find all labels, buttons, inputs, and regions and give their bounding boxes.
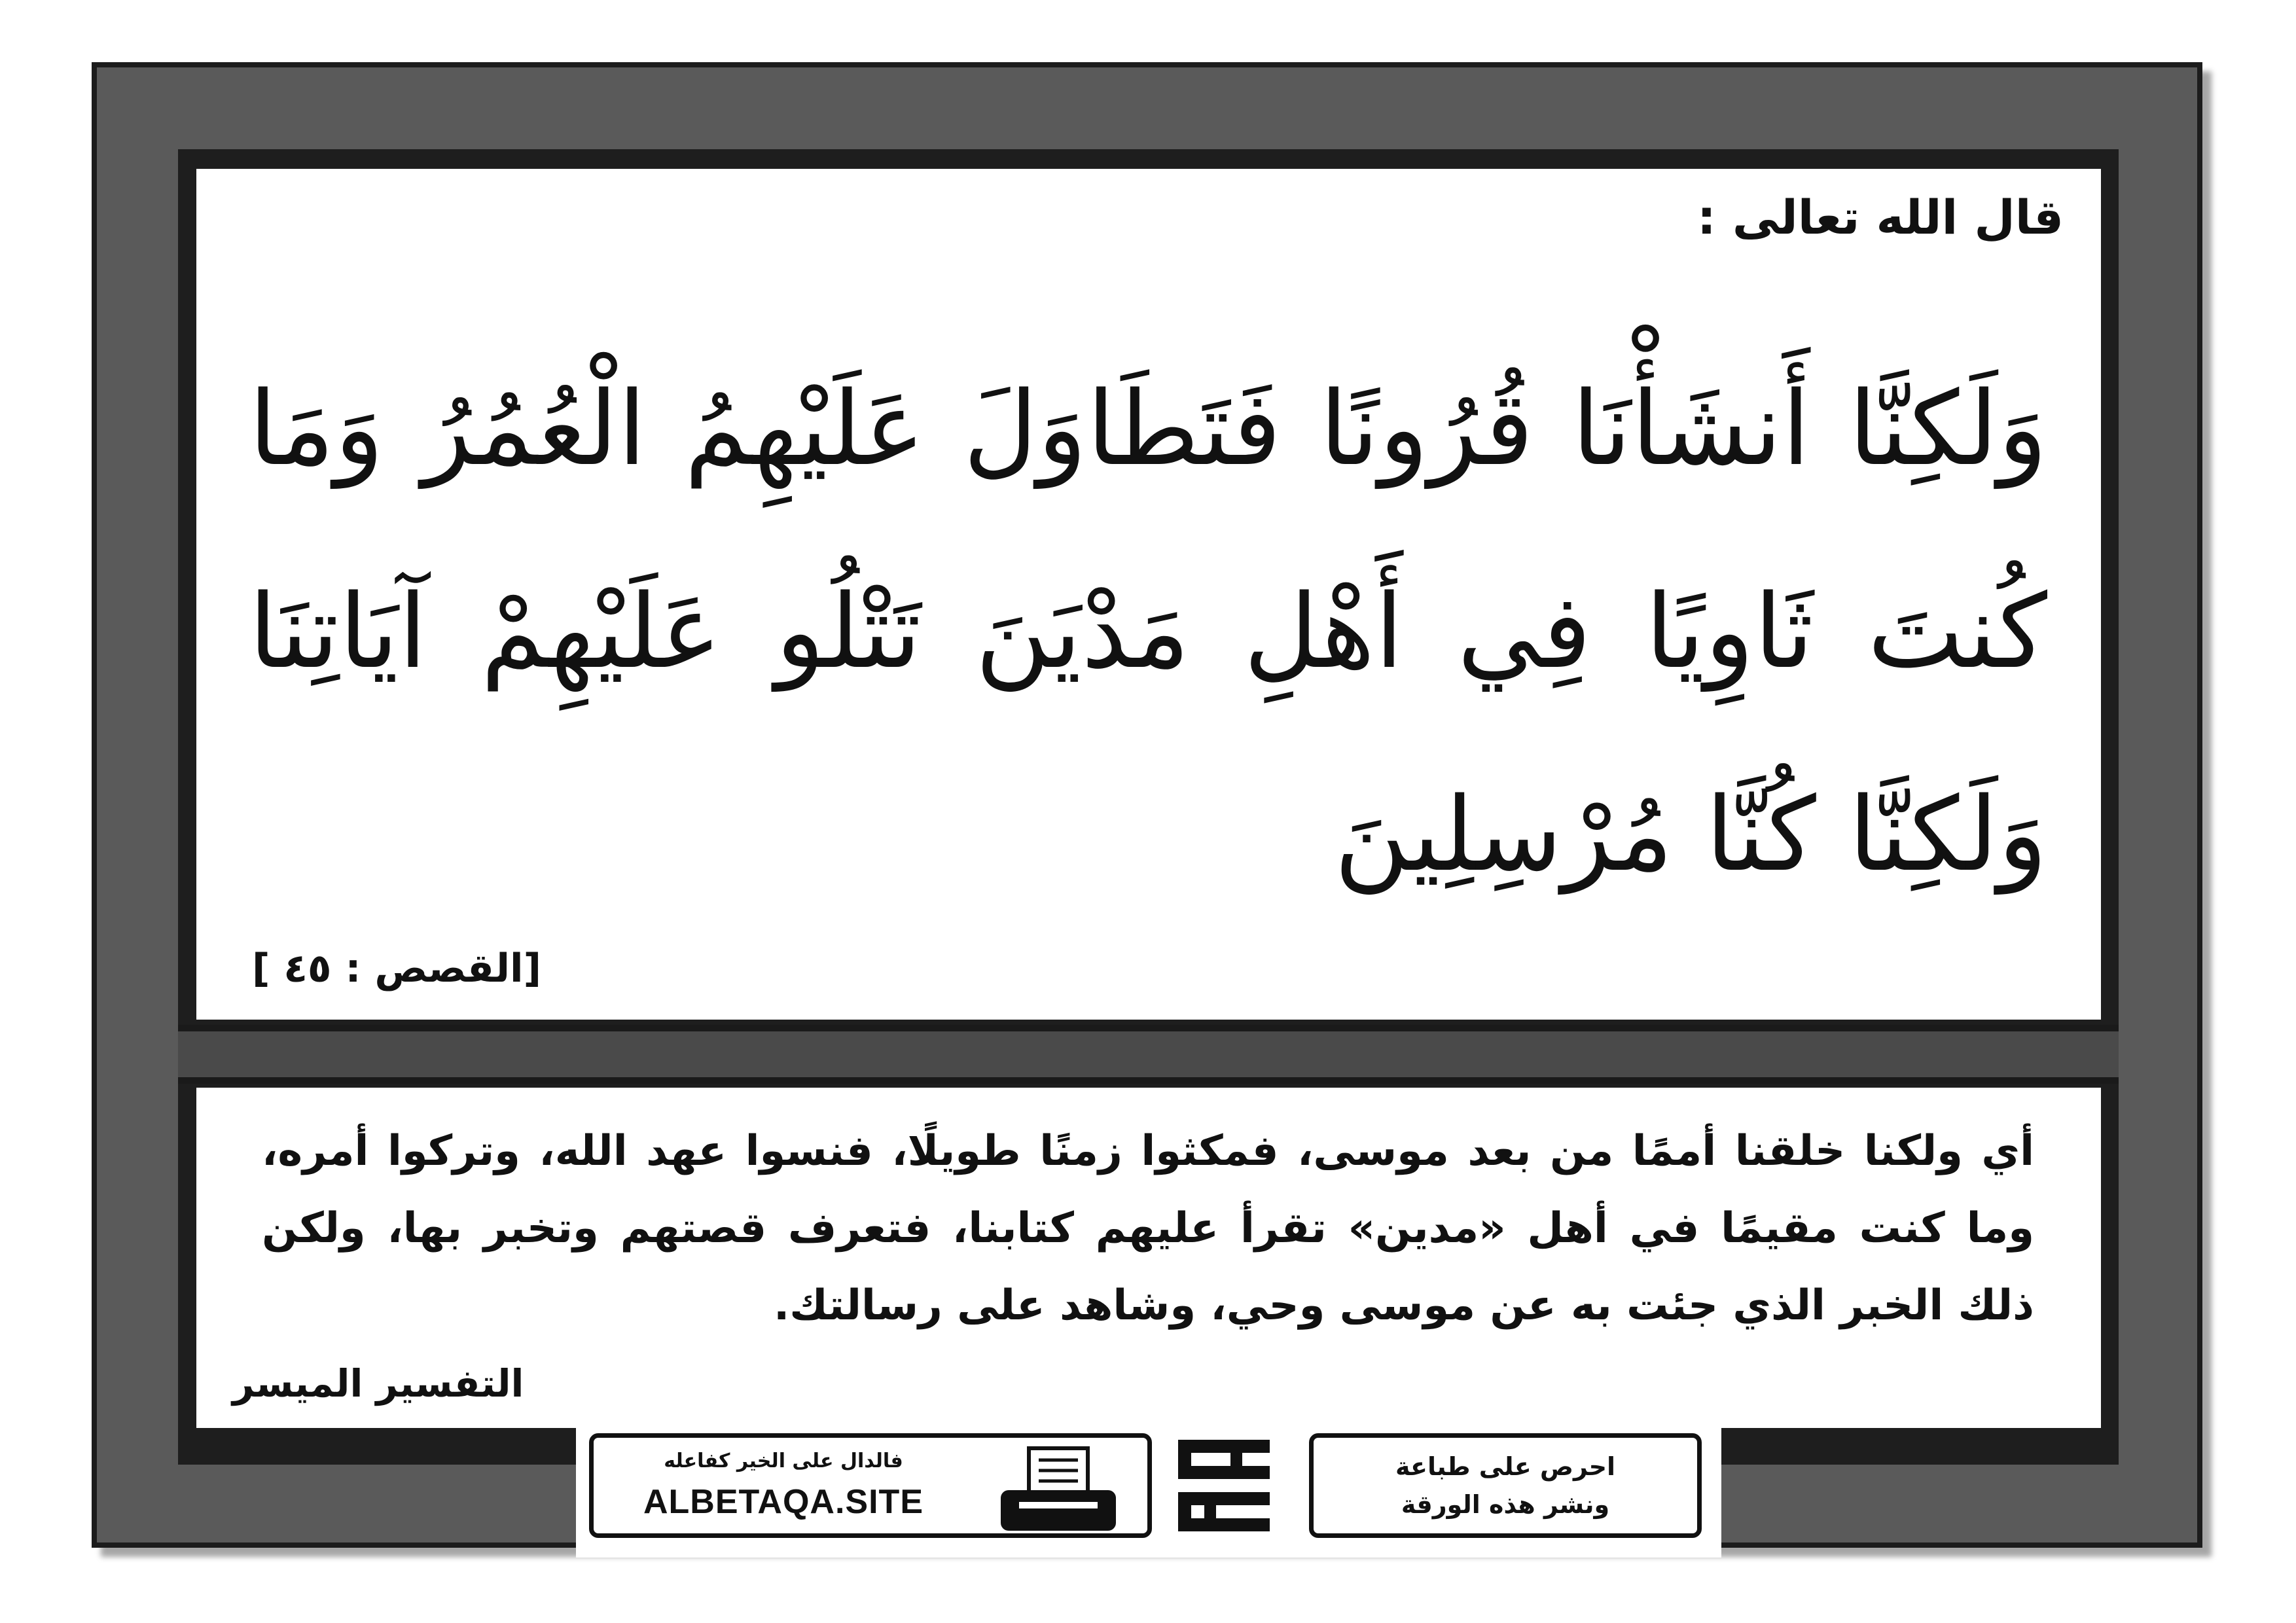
surah-reference: [القصص : ٤٥ ] — [252, 946, 542, 991]
printer-icon — [993, 1444, 1124, 1536]
website-link[interactable]: ALBETAQA.SITE — [643, 1483, 924, 1521]
tafsir-text: أي ولكنا خلقنا أممًا من بعد موسى، فمكثوا زمنًا طويلًا، فنسوا عهد الله، وتركوا أمره، وما كنت مقيمًا في أهل «مدين» تقرأ عليهم كتابنا، فتعرف قصتهم وتخبر بها، ولكن ذلك الخبر الذي جئت به عن موسى وحي، وشاهد على رسالتك. — [262, 1127, 2034, 1330]
albetaqa-logo — [1165, 1427, 1283, 1544]
print-notice-line2: ونشر هذه الورقة — [1401, 1490, 1610, 1519]
panel-divider — [178, 1025, 2119, 1084]
proverb-text: فالدال على الخير كفاعله — [664, 1450, 903, 1472]
quran-verse: وَلَكِنَّا أَنشَأْنَا قُرُونًا فَتَطَاوَلَ عَلَيْهِمُ الْعُمُرُ وَمَا كُنتَ ثَاوِيًا فِي أَهْلِ مَدْيَنَ تَتْلُو عَلَيْهِمْ آيَاتِنَا وَلَكِنَّا كُنَّا مُرْسِلِينَ — [249, 369, 2047, 894]
print-notice-line1: احرص على طباعة — [1395, 1452, 1616, 1481]
tafsir-source: التفسير الميسر — [232, 1361, 524, 1406]
print-notice-box — [1309, 1433, 1702, 1538]
website-box — [589, 1433, 1152, 1538]
verse-heading: قال الله تعالى : — [1696, 190, 2064, 245]
